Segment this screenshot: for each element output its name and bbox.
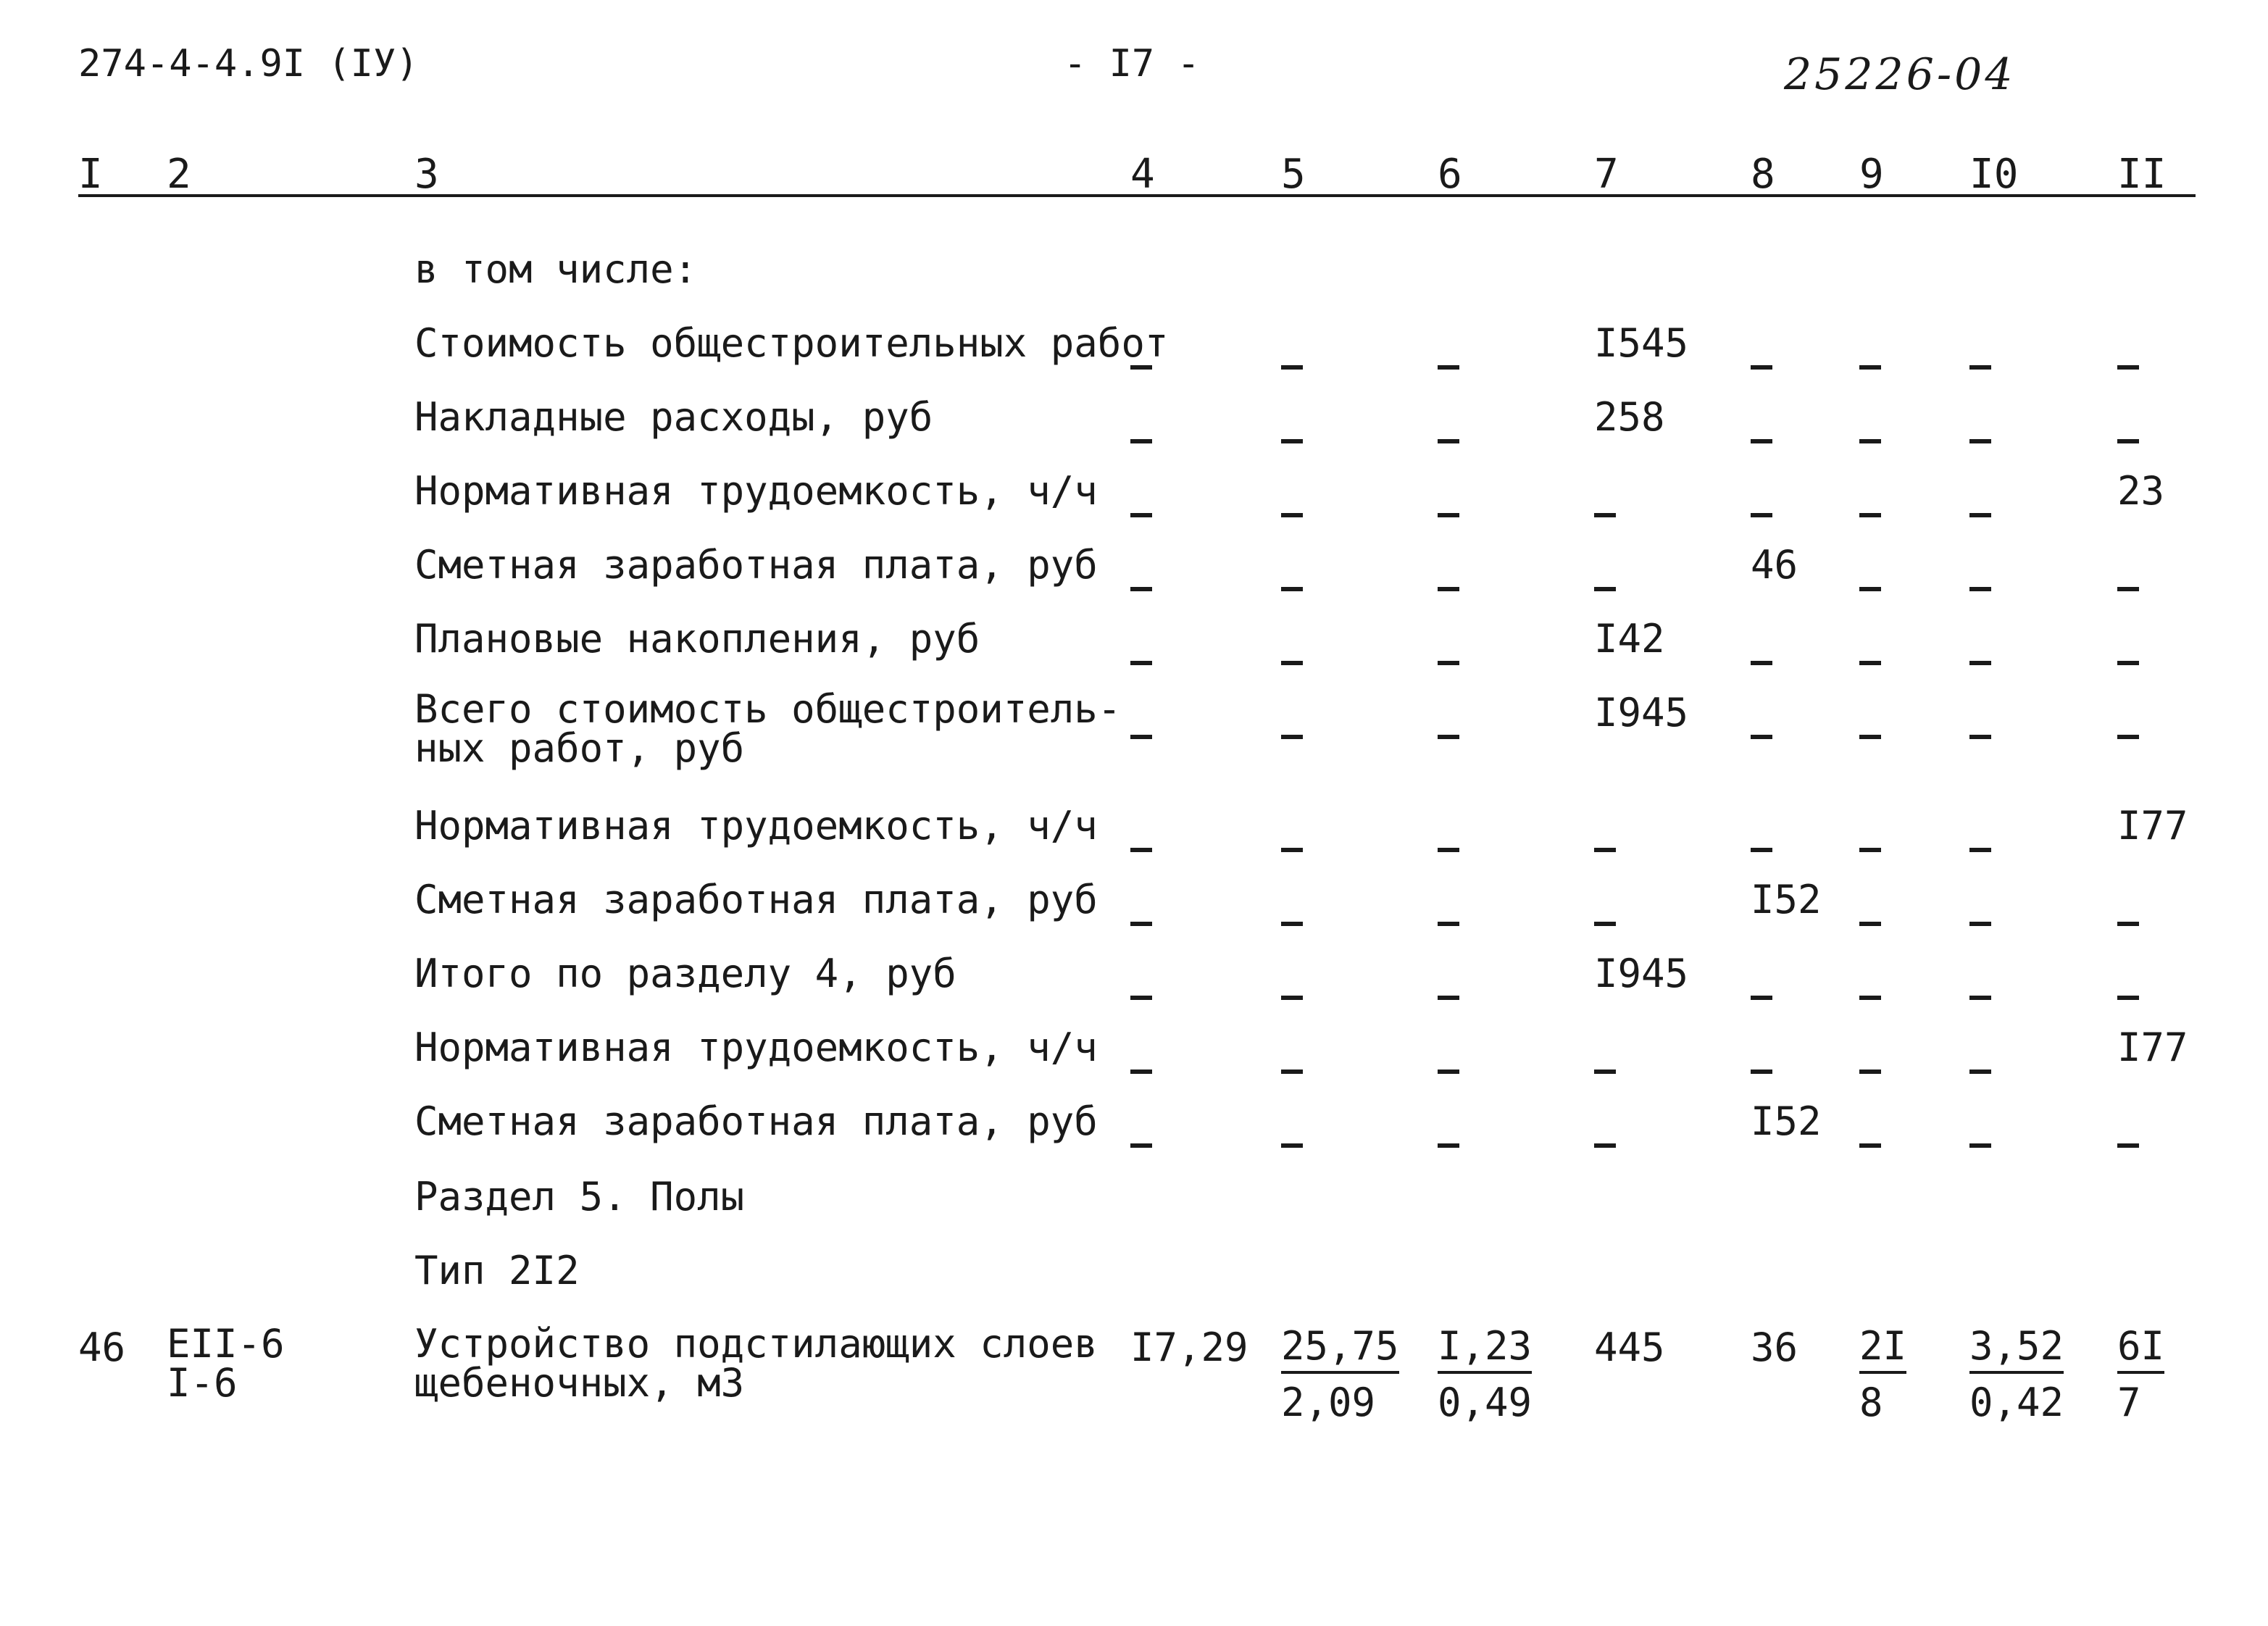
row-label [414, 686, 1122, 771]
dash-c5 [1281, 1049, 1303, 1095]
denominator: 0,49 [1438, 1380, 1533, 1425]
dash-mark [1751, 439, 1772, 443]
dash-c6 [1438, 827, 1459, 873]
dash-mark [1751, 735, 1772, 739]
table-row [0, 686, 2268, 784]
dash-c10 [1969, 567, 1991, 612]
dash-mark [2117, 735, 2139, 739]
row-label-line: Всего стоимость общестроитель- [414, 686, 1122, 732]
dash-mark [1438, 365, 1459, 370]
dash-mark [1130, 513, 1152, 517]
dash-mark [1751, 848, 1772, 852]
dash-mark [1438, 996, 1459, 1000]
dash-mark [2117, 661, 2139, 665]
dash-c9 [1859, 493, 1881, 538]
row-label: Нормативная трудоемкость, ч/ч [414, 1025, 1098, 1070]
dash-mark [1438, 587, 1459, 591]
dash-mark [1594, 922, 1616, 926]
dash-c11 [2117, 567, 2139, 612]
dash-c11 [2117, 901, 2139, 947]
dash-mark [1859, 735, 1881, 739]
cell-c7: I945 [1594, 951, 1689, 996]
dash-mark [1438, 922, 1459, 926]
table-row [0, 877, 2268, 949]
dash-c10 [1969, 714, 1991, 760]
fraction-c6 [1438, 1325, 1532, 1425]
dash-c4 [1130, 567, 1152, 612]
dash-mark [1859, 661, 1881, 665]
dash-mark [1969, 365, 1991, 370]
dash-c4 [1130, 493, 1152, 538]
column-number: 9 [1859, 151, 1884, 198]
dash-mark [1969, 513, 1991, 517]
dash-c5 [1281, 827, 1303, 873]
dash-mark [1594, 1070, 1616, 1074]
dash-c9 [1859, 345, 1881, 391]
dash-c4 [1130, 827, 1152, 873]
dash-mark [1751, 996, 1772, 1000]
dash-mark [1130, 1070, 1152, 1074]
numerator: 6I [2117, 1325, 2164, 1374]
dash-mark [1281, 439, 1303, 443]
item-code [167, 1321, 285, 1406]
fraction-c9 [1859, 1325, 1906, 1425]
dash-mark [1751, 1070, 1772, 1074]
dash-c5 [1281, 493, 1303, 538]
dash-c11 [2117, 345, 2139, 391]
cell-c7: I945 [1594, 690, 1689, 735]
row-label: Итого по разделу 4, руб [414, 951, 956, 996]
dash-c6 [1438, 641, 1459, 686]
dash-c6 [1438, 567, 1459, 612]
dash-mark [1859, 848, 1881, 852]
column-number: I0 [1969, 151, 2019, 198]
row-label-line: ных работ, руб [414, 725, 745, 771]
dash-mark [1281, 848, 1303, 852]
dash-mark [1969, 848, 1991, 852]
dash-mark [1594, 1143, 1616, 1148]
header-rule [78, 194, 2196, 197]
dash-mark [1438, 513, 1459, 517]
column-number: 6 [1438, 151, 1462, 198]
item-code-line: I-6 [167, 1360, 238, 1406]
row-label: Плановые накопления, руб [414, 616, 980, 662]
row-label: Нормативная трудоемкость, ч/ч [414, 468, 1098, 514]
numerator: 25,75 [1281, 1325, 1399, 1374]
table-row [0, 394, 2268, 467]
cell-c4: I7,29 [1130, 1325, 1248, 1370]
column-number: 7 [1594, 151, 1619, 198]
table-row [0, 542, 2268, 614]
dash-c11 [2117, 714, 2139, 760]
dash-mark [1969, 661, 1991, 665]
dash-mark [1130, 735, 1152, 739]
denominator: 0,42 [1969, 1380, 2064, 1425]
fraction-c10 [1969, 1325, 2064, 1425]
item-number: 46 [78, 1325, 126, 1370]
type-label: Тип 2I2 [414, 1248, 580, 1293]
cell-c11: I77 [2117, 1025, 2188, 1070]
fraction-c5 [1281, 1325, 1399, 1425]
dash-c9 [1859, 567, 1881, 612]
section-subheading [0, 1248, 2268, 1320]
dash-mark [1859, 1143, 1881, 1148]
dash-mark [1438, 661, 1459, 665]
table-row [0, 246, 2268, 319]
dash-mark [1969, 735, 1991, 739]
section-heading [0, 1174, 2268, 1246]
column-number: 4 [1130, 151, 1155, 198]
dash-c10 [1969, 901, 1991, 947]
dash-mark [1594, 513, 1616, 517]
dash-mark [2117, 587, 2139, 591]
dash-c4 [1130, 1123, 1152, 1169]
denominator: 7 [2117, 1380, 2141, 1425]
dash-c7 [1594, 1049, 1616, 1095]
column-number: 5 [1281, 151, 1306, 198]
numerator: 3,52 [1969, 1325, 2064, 1374]
dash-mark [1969, 1070, 1991, 1074]
dash-c11 [2117, 975, 2139, 1021]
dash-c4 [1130, 714, 1152, 760]
handwritten-number: 25226-04 [1784, 49, 2016, 100]
dash-mark [1751, 513, 1772, 517]
dash-c10 [1969, 1123, 1991, 1169]
column-number: 3 [414, 151, 439, 198]
dash-mark [2117, 922, 2139, 926]
dash-mark [2117, 996, 2139, 1000]
item-row [0, 1321, 2268, 1455]
table-row [0, 1098, 2268, 1171]
dash-mark [1859, 1070, 1881, 1074]
row-label: Накладные расходы, руб [414, 394, 933, 440]
dash-mark [1594, 848, 1616, 852]
numerator: 2I [1859, 1325, 1906, 1374]
dash-c9 [1859, 901, 1881, 947]
table-row [0, 468, 2268, 541]
dash-mark [1281, 365, 1303, 370]
dash-c8 [1751, 493, 1772, 538]
table-row [0, 803, 2268, 875]
dash-c6 [1438, 714, 1459, 760]
dash-mark [1281, 513, 1303, 517]
dash-mark [1281, 996, 1303, 1000]
dash-mark [1969, 922, 1991, 926]
dash-c7 [1594, 567, 1616, 612]
dash-c10 [1969, 1049, 1991, 1095]
dash-c9 [1859, 1123, 1881, 1169]
row-label: Нормативная трудоемкость, ч/ч [414, 803, 1098, 849]
dash-c7 [1594, 1123, 1616, 1169]
table-row [0, 1025, 2268, 1097]
numerator: I,23 [1438, 1325, 1532, 1374]
dash-c11 [2117, 641, 2139, 686]
dash-mark [1281, 1070, 1303, 1074]
denominator: 8 [1859, 1380, 1883, 1425]
dash-c11 [2117, 419, 2139, 464]
cell-c8: 36 [1751, 1325, 1798, 1370]
dash-mark [1751, 365, 1772, 370]
dash-mark [1438, 439, 1459, 443]
dash-c4 [1130, 1049, 1152, 1095]
dash-c8 [1751, 641, 1772, 686]
dash-c11 [2117, 1123, 2139, 1169]
dash-mark [1751, 661, 1772, 665]
dash-mark [1281, 661, 1303, 665]
dash-c9 [1859, 714, 1881, 760]
table-row [0, 951, 2268, 1023]
page-number: - I7 - [1064, 42, 1200, 86]
cell-c11: 23 [2117, 468, 2165, 514]
dash-c6 [1438, 1123, 1459, 1169]
cell-c8: I52 [1751, 877, 1822, 922]
row-label: Сметная заработная плата, руб [414, 877, 1098, 922]
dash-c5 [1281, 345, 1303, 391]
dash-mark [1969, 996, 1991, 1000]
dash-mark [1969, 439, 1991, 443]
dash-mark [1130, 848, 1152, 852]
item-label-line: Устройство подстилающих слоев [414, 1321, 1098, 1367]
dash-c10 [1969, 419, 1991, 464]
dash-c8 [1751, 827, 1772, 873]
dash-c5 [1281, 419, 1303, 464]
column-number: I [78, 151, 103, 198]
dash-c4 [1130, 345, 1152, 391]
dash-mark [1130, 365, 1152, 370]
dash-c8 [1751, 975, 1772, 1021]
dash-c6 [1438, 493, 1459, 538]
dash-c9 [1859, 419, 1881, 464]
dash-mark [1130, 922, 1152, 926]
column-number: II [2117, 151, 2167, 198]
dash-c9 [1859, 1049, 1881, 1095]
dash-c4 [1130, 901, 1152, 947]
dash-c4 [1130, 419, 1152, 464]
dash-mark [1438, 735, 1459, 739]
item-label-line: щебеночных, м3 [414, 1360, 745, 1406]
dash-mark [1969, 587, 1991, 591]
dash-c6 [1438, 1049, 1459, 1095]
row-label: в том числе: [414, 246, 698, 292]
dash-c8 [1751, 419, 1772, 464]
row-label: Стоимость общестроительных работ [414, 320, 1169, 366]
cell-c7: 445 [1594, 1325, 1665, 1370]
dash-c9 [1859, 827, 1881, 873]
cell-c7: 258 [1594, 394, 1665, 440]
fraction-c11 [2117, 1325, 2164, 1425]
dash-c6 [1438, 345, 1459, 391]
dash-c10 [1969, 641, 1991, 686]
section-title: Раздел 5. Полы [414, 1174, 745, 1220]
dash-c10 [1969, 975, 1991, 1021]
dash-c7 [1594, 901, 1616, 947]
dash-mark [1859, 513, 1881, 517]
dash-mark [1281, 587, 1303, 591]
dash-c7 [1594, 493, 1616, 538]
dash-mark [1969, 1143, 1991, 1148]
dash-c9 [1859, 975, 1881, 1021]
dash-mark [1594, 587, 1616, 591]
dash-mark [1859, 365, 1881, 370]
column-number: 2 [167, 151, 191, 198]
table-row [0, 320, 2268, 393]
dash-c4 [1130, 975, 1152, 1021]
dash-mark [1130, 439, 1152, 443]
dash-c8 [1751, 345, 1772, 391]
dash-mark [1438, 848, 1459, 852]
row-label: Сметная заработная плата, руб [414, 542, 1098, 588]
item-code-line: EII-6 [167, 1321, 285, 1367]
dash-c5 [1281, 901, 1303, 947]
dash-c10 [1969, 493, 1991, 538]
dash-c10 [1969, 827, 1991, 873]
dash-mark [1281, 735, 1303, 739]
dash-mark [1859, 587, 1881, 591]
dash-c7 [1594, 827, 1616, 873]
cell-c7: I545 [1594, 320, 1689, 366]
dash-mark [1281, 922, 1303, 926]
document-code: 274-4-4.9I (IУ) [78, 42, 419, 86]
dash-c5 [1281, 567, 1303, 612]
dash-mark [1281, 1143, 1303, 1148]
dash-mark [1130, 587, 1152, 591]
cell-c8: 46 [1751, 542, 1798, 588]
table-row [0, 616, 2268, 688]
dash-mark [1438, 1070, 1459, 1074]
cell-c8: I52 [1751, 1098, 1822, 1144]
dash-mark [2117, 439, 2139, 443]
column-number: 8 [1751, 151, 1775, 198]
dash-c5 [1281, 714, 1303, 760]
dash-mark [2117, 1143, 2139, 1148]
cell-c7: I42 [1594, 616, 1665, 662]
cell-c11: I77 [2117, 803, 2188, 849]
dash-c5 [1281, 1123, 1303, 1169]
dash-mark [1438, 1143, 1459, 1148]
dash-c8 [1751, 1049, 1772, 1095]
dash-c6 [1438, 419, 1459, 464]
dash-mark [1859, 996, 1881, 1000]
dash-mark [1859, 439, 1881, 443]
dash-mark [1130, 996, 1152, 1000]
dash-c10 [1969, 345, 1991, 391]
row-label: Сметная заработная плата, руб [414, 1098, 1098, 1144]
dash-mark [1130, 1143, 1152, 1148]
dash-c4 [1130, 641, 1152, 686]
item-label [414, 1321, 1098, 1406]
dash-c5 [1281, 975, 1303, 1021]
denominator: 2,09 [1281, 1380, 1376, 1425]
dash-mark [1130, 661, 1152, 665]
dash-c6 [1438, 975, 1459, 1021]
dash-mark [1859, 922, 1881, 926]
dash-mark [2117, 365, 2139, 370]
dash-c8 [1751, 714, 1772, 760]
dash-c5 [1281, 641, 1303, 686]
dash-c6 [1438, 901, 1459, 947]
dash-c9 [1859, 641, 1881, 686]
